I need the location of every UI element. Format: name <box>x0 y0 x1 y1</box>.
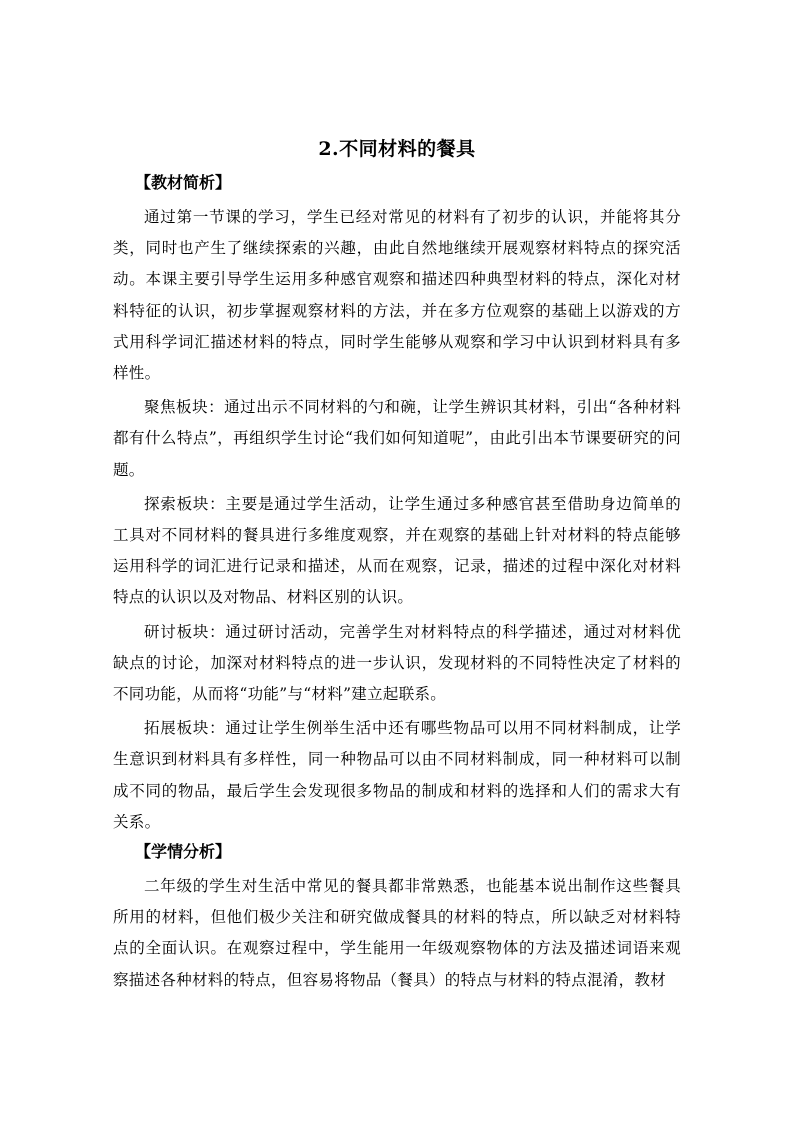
paragraph-focus-block: 聚焦板块：通过出示不同材料的勺和碗，让学生辨识其材料，引出“各种材料都有什么特点”，再组织学生讨论“我们如何知道呢”，由此引出本节课要研究的问题。 <box>113 398 681 479</box>
document-body <box>113 134 681 999</box>
paragraph-extend-block: 拓展板块：通过让学生例举生活中还有哪些物品可以用不同材料制成，让学生意识到材料具有多样性，同一种物品可以由不同材料制成，同一种材料可以制成不同的物品，最后学生会发现很多物品的制成和材料的选择和人们的需求大有关系。 <box>113 719 681 831</box>
paragraph-discuss-block: 研讨板块：通过研讨活动，完善学生对材料特点的科学描述，通过对材料优缺点的讨论，加深对材料特点的进一步认识，发现材料的不同特性决定了材料的不同功能，从而将“功能”与“材料”建立起联系。 <box>113 622 681 704</box>
section-heading-textbook-analysis: 【教材简析】 <box>135 173 232 192</box>
document-title: 2.不同材料的餐具 <box>318 138 476 160</box>
paragraph-student-analysis: 二年级的学生对生活中常见的餐具都非常熟悉，也能基本说出制作这些餐具所用的材料，但他们极少关注和研究做成餐具的材料的特点，所以缺乏对材料特点的全面认识。在观察过程中，学生能用一年级观察物体的方法及描述词语来观察描述各种材料的特点，但容易将物品（餐具）的特点与材料的特点混淆，教材 <box>113 877 681 989</box>
section-heading-student-analysis: 【学情分析】 <box>135 842 232 862</box>
paragraph-intro: 通过第一节课的学习，学生已经对常见的材料有了初步的认识，并能将其分类，同时也产生了继续探索的兴趣，由此自然地继续开展观察材料特点的探究活动。本课主要引导学生运用多种感官观察和描述四种典型材料的特点，深化对材料特征的认识，初步掌握观察材料的方法，并在多方位观察的基础上以游戏的方式用科学词汇描述材料的特点，同时学生能够从观察和学习中认识到材料具有多样性。 <box>113 208 681 383</box>
paragraph-explore-block: 探索板块：主要是通过学生活动，让学生通过多种感官甚至借助身边简单的工具对不同材料的餐具进行多维度观察，并在观察的基础上针对材料的特点能够运用科学的词汇进行记录和描述，从而在观察，记录，描述的过程中深化对材料特点的认识以及对物品、材料区别的认识。 <box>113 494 681 607</box>
